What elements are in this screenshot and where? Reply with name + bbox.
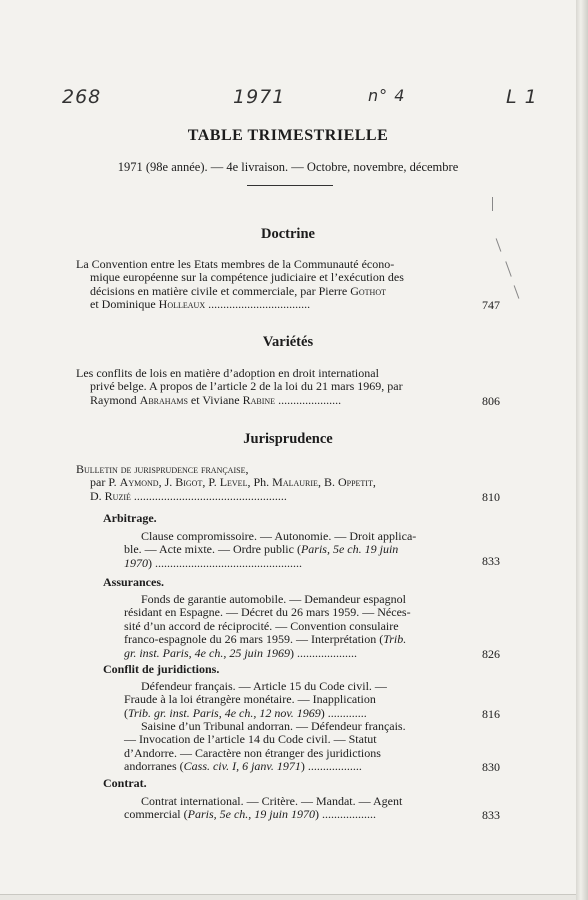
leader-dots: ) ..................	[300, 759, 362, 774]
category-arbitrage: Arbitrage.	[103, 511, 157, 525]
entry-line: d’Andorre. — Caractère non étranger des juridictions	[124, 745, 381, 760]
author-name: Malaurie	[272, 475, 318, 490]
entry-line	[124, 543, 416, 556]
entry-text: , P.	[202, 475, 220, 490]
page-number: 830	[482, 760, 500, 774]
entry-text: ,	[372, 475, 376, 490]
leader-dots: ) .................................................	[148, 555, 302, 570]
author-name: Aymond	[119, 475, 159, 490]
issue-subtitle: 1971 (98e année). — 4e livraison. — Octobre, novembre, décembre	[117, 160, 459, 174]
author-name: Gothot	[350, 283, 386, 298]
leader-dots: ..................................	[205, 297, 311, 312]
page-edge	[576, 0, 588, 900]
entry-conflit-saisine	[124, 720, 406, 774]
page-number: 833	[482, 808, 500, 822]
entry-text: (	[124, 705, 128, 720]
handwritten-issue: n° 4	[368, 86, 406, 105]
leader-dots: .....................	[275, 392, 342, 407]
entry-line: Clause compromissoire. — Autonomie. — Droit applica-	[141, 529, 417, 543]
entry-assurances-fonds	[124, 593, 411, 660]
entry-text: et Dominique	[90, 297, 159, 312]
page-title: TABLE TRIMESTRIELLE	[187, 127, 389, 144]
handwritten-code: L 1	[506, 86, 538, 108]
margin-mark	[492, 197, 493, 211]
entry-line: Saisine d’un Tribunal andorran. — Défendeur français.	[141, 719, 406, 733]
entry-bulletin	[76, 463, 376, 503]
category-assurances: Assurances.	[103, 575, 165, 589]
entry-line: Fraude à la loi étrangère monétaire. — Inapplication	[124, 692, 376, 707]
citation: Cass. civ. I, 6 janv. 1971	[183, 759, 301, 774]
section-heading-doctrine: Doctrine	[261, 226, 315, 242]
author-name: Level	[219, 475, 248, 490]
entry-line: résidant en Espagne. — Décret du 26 mars 1959. — Néces-	[124, 605, 411, 620]
author-name: Holleaux	[158, 297, 206, 312]
entry-line: Les conflits de lois en matière d’adoption en droit international	[76, 366, 379, 380]
entry-line: Défendeur français. — Article 15 du Code civil. —	[141, 679, 387, 693]
page-number: 747	[482, 298, 500, 312]
entry-text: Raymond	[90, 392, 140, 407]
author-name: Oppetit	[337, 475, 373, 490]
entry-line	[124, 557, 416, 570]
entry-line: Fonds de garantie automobile. — Demandeur espagnol	[141, 592, 406, 606]
page-number: 833	[482, 554, 500, 568]
leader-dots: ) .............	[320, 705, 367, 720]
entry-text: et Viviane	[187, 392, 243, 407]
entry-arbitrage-clause	[124, 530, 416, 570]
leader-dots: ...................................................	[130, 488, 287, 503]
entry-text: D.	[90, 488, 105, 503]
entry-text: par P.	[90, 475, 120, 490]
entry-line	[76, 394, 403, 407]
entry-line: privé belge. A propos de l’article 2 de la loi du 21 mars 1969, par	[90, 379, 403, 394]
page-number: 826	[482, 647, 500, 661]
author-name: Ruzié	[104, 488, 131, 503]
entry-text: , Ph.	[247, 475, 273, 490]
category-conflit: Conflit de juridictions.	[103, 662, 220, 676]
entry-line	[76, 476, 376, 489]
entry-line	[76, 298, 404, 311]
citation: Trib. gr. inst. Paris, 4e ch., 12 nov. 1969	[128, 705, 321, 720]
entry-text: franco-espagnole du 26 mars 1959. — Interprétation (	[124, 632, 384, 647]
citation: 1970	[124, 555, 148, 570]
entry-contrat-international	[124, 795, 402, 822]
entry-line: Contrat international. — Critère. — Mandat. — Agent	[141, 794, 403, 808]
entry-line: sité d’un accord de réciprocité. — Convention consulaire	[124, 618, 399, 633]
author-name: Rabine	[242, 392, 276, 407]
entry-line	[76, 490, 376, 503]
leader-dots: ) ....................	[290, 645, 358, 660]
entry-line	[124, 808, 402, 821]
author-name: Bigot	[175, 475, 203, 490]
citation: Trib.	[383, 632, 407, 647]
entry-line: La Convention entre les Etats membres de la Communauté écono-	[76, 257, 395, 271]
entry-conflit-defendeur	[124, 680, 387, 720]
entry-line: Bulletin de jurisprudence française,	[76, 462, 249, 476]
category-contrat: Contrat.	[103, 776, 147, 790]
author-name: Abrahams	[139, 392, 188, 407]
citation: gr. inst. Paris, 4e ch., 25 juin 1969	[124, 645, 291, 660]
handwritten-page-number: 268	[62, 86, 102, 108]
entry-line	[76, 285, 404, 298]
entry-text: , B.	[317, 475, 338, 490]
entry-line	[124, 633, 411, 646]
entry-line	[124, 647, 411, 660]
entry-doctrine-convention	[76, 258, 404, 312]
section-heading-varietes: Variétés	[262, 334, 314, 350]
section-heading-jurisprudence: Jurisprudence	[243, 431, 333, 447]
entry-text: décisions en matière civile et commerciale, par Pierre	[90, 283, 351, 298]
entry-text: commercial (	[124, 807, 188, 822]
title-divider	[247, 185, 333, 186]
page-number: 806	[482, 394, 500, 408]
entry-line: mique européenne sur la compétence judiciaire et l’exécution des	[90, 270, 404, 285]
page-number: 816	[482, 707, 500, 721]
citation: Paris, 5e ch. 19 juin	[300, 542, 399, 557]
entry-text: , J.	[158, 475, 176, 490]
entry-text: andorranes (	[124, 759, 184, 774]
handwritten-year: 1971	[233, 86, 286, 108]
leader-dots: ) ..................	[314, 807, 376, 822]
entry-line	[124, 760, 406, 773]
entry-varietes-conflits	[76, 367, 403, 407]
entry-line: — Invocation de l’article 14 du Code civil. — Statut	[124, 732, 377, 747]
citation: Paris, 5e ch., 19 juin 1970	[187, 807, 315, 822]
page-number: 810	[482, 490, 500, 504]
entry-text: ble. — Acte mixte. — Ordre public (	[124, 542, 301, 557]
